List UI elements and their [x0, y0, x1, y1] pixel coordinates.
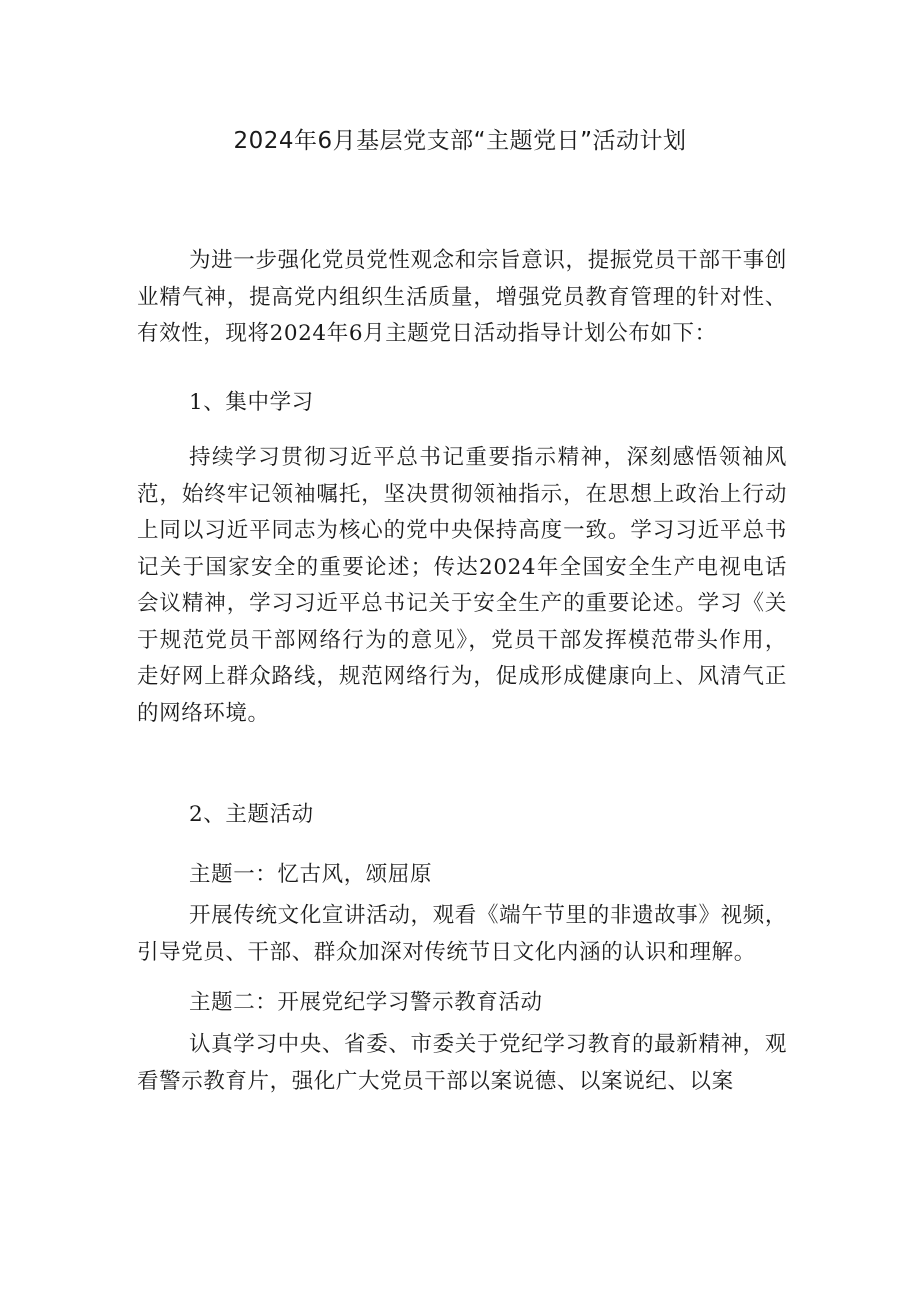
- theme-two-paragraph: 认真学习中央、省委、市委关于党纪学习教育的最新精神，观看警示教育片，强化广大党员干部以案说德、以案说纪、以案: [137, 1032, 787, 1094]
- theme-one-paragraph: 开展传统文化宣讲活动，观看《端午节里的非遗故事》视频，引导党员、干部、群众加深对传统节日文化内涵的认识和理解。: [137, 903, 787, 965]
- theme-two-heading: 主题二：开展党纪学习警示教育活动: [189, 990, 543, 1015]
- section-heading-centralized-study: 1、集中学习: [189, 390, 314, 415]
- section-paragraph-centralized-study: 持续学习贯彻习近平总书记重要指示精神，深刻感悟领袖风范，始终牢记领袖嘱托，坚决贯彻领袖指示，在思想上政治上行动上同以习近平同志为核心的党中央保持高度一致。学习习近平总书记关于国家安全的重要论述；传达2024年全国安全生产电视电话会议精神，学习习近平总书记关于安全生产的重要论述。学习《关于规范党员干部网络行为的意见》，党员干部发挥模范带头作用，走好网上群众路线，规范网络行为，促成形成健康向上、风清气正的网络环境。: [137, 445, 787, 726]
- theme-one-heading: 主题一：忆古风，颂屈原: [189, 862, 433, 887]
- intro-paragraph: 为进一步强化党员党性观念和宗旨意识，提振党员干部干事创业精气神，提高党内组织生活质量，增强党员教育管理的针对性、有效性，现将2024年6月主题党日活动指导计划公布如下：: [137, 248, 787, 346]
- section-heading-theme-activities: 2、主题活动: [189, 802, 314, 827]
- document-title: 2024年6月基层党支部“主题党日”活动计划: [233, 128, 687, 154]
